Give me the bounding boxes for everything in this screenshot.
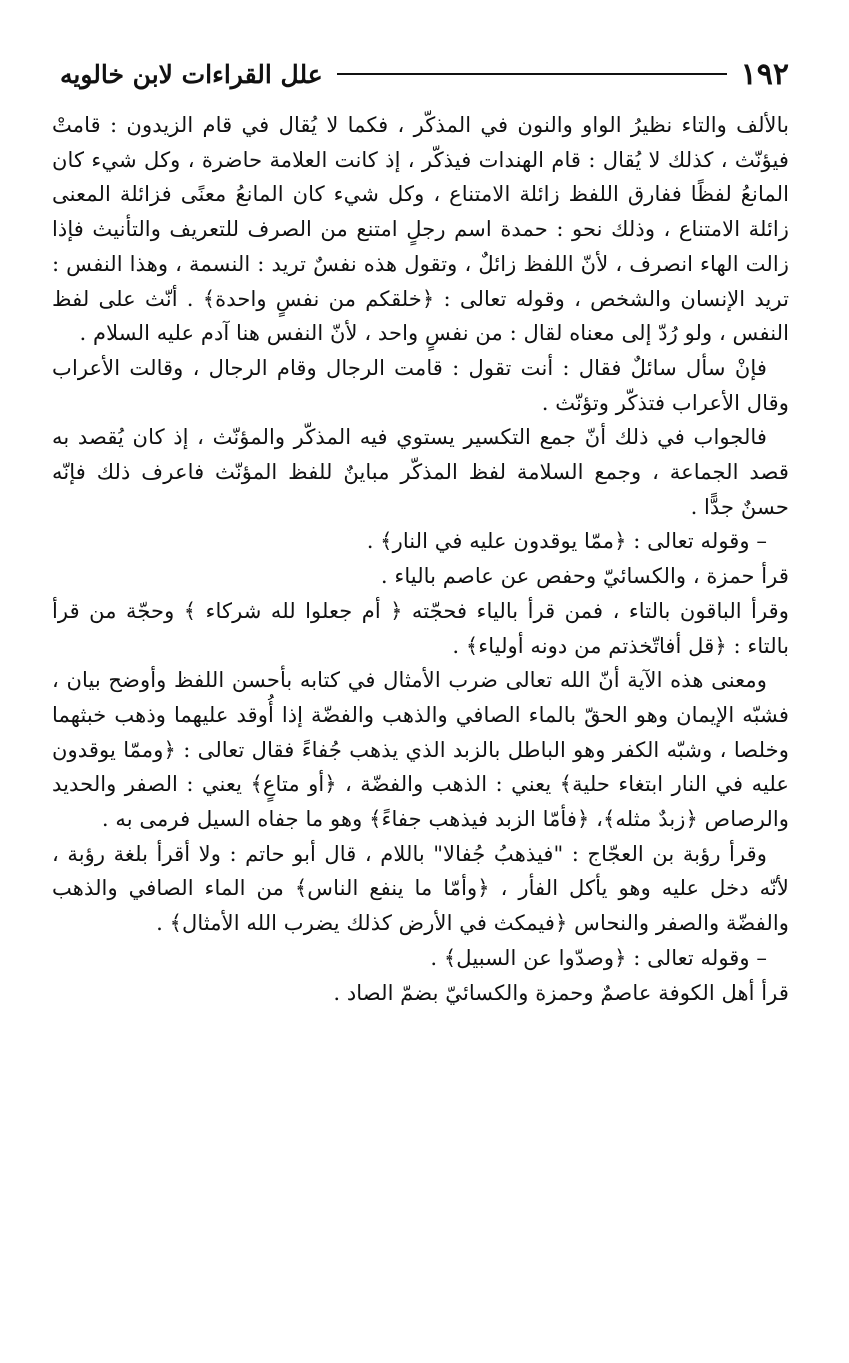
header-rule	[337, 73, 727, 75]
verse-heading: – وقوله تعالى : ﴿ممّا يوقدون عليه في النار﴾ .	[52, 524, 789, 559]
page-header	[60, 52, 789, 96]
paragraph: فإنْ سأل سائلٌ فقال : أنت تقول : قامت الرجال وقام الرجال ، وقالت الأعراب وقال الأعراب فتذكّر وتؤنّث .	[52, 354, 789, 415]
paragraph: قرأ حمزة ، والكسائيّ وحفص عن عاصم بالياء .	[380, 563, 789, 589]
paragraph: ومعنى هذه الآية أنّ الله تعالى ضرب الأمثال في كتابه بأحسن اللفظ وأوضح بيان ، فشبّه الإيمان وهو الحقّ بالماء الصافي والذهب والفضّة إذا أُوقد عليهما وذهب خبثهما وخلصا ، وشبّه الكفر وهو الباطل بالزبد الذي يذهب جُفاءً فقال تعالى : ﴿وممّا يوقدون عليه في النار ابتغاء حلية﴾ يعني : الذهب والفضّة ، ﴿أو متاعٍ﴾ يعني : الصفر والحديد والرصاص ﴿زبدٌ مثله﴾، ﴿فأمّا الزبد فيذهب جفاءً﴾ وهو ما جفاه السيل فرمى به .	[52, 667, 789, 832]
paragraph: وقرأ رؤبة بن العجّاج : "فيذهبُ جُفالا" باللام ، قال أبو حاتم : ولا أقرأ بلغة رؤبة ، لأنّه دخل عليه وهو يأكل الفأر ، ﴿وأمّا ما ينفع الناس﴾ من الماء الصافي والذهب والفضّة والصفر والنحاس ﴿فيمكث في الأرض كذلك يضرب الله الأمثال﴾ .	[52, 840, 789, 936]
page-number: ١٩٢	[740, 56, 789, 92]
paragraph: قرأ أهل الكوفة عاصمٌ وحمزة والكسائيّ بضمّ الصاد .	[333, 979, 789, 1005]
paragraph: فالجواب في ذلك أنّ جمع التكسير يستوي فيه المذكّر والمؤنّث ، إذ كان يُقصد به قصد الجماعة ، وجمع السلامة لفظ المذكّر مباينٌ للفظ المؤنّث فاعرف ذلك فإنّه حسنٌ جدًّا .	[52, 424, 789, 519]
verse-heading: – وقوله تعالى : ﴿وصدّوا عن السبيل﴾ .	[52, 941, 789, 976]
paragraph: وقرأ الباقون بالتاء ، فمن قرأ بالياء فحجّته ﴿ أم جعلوا لله شركاء ﴾ وحجّة من قرأ بالتاء : ﴿قل أفاتّخذتم من دونه أولياء﴾ .	[52, 597, 789, 658]
book-title: علل القراءات لابن خالويه	[60, 59, 323, 89]
paragraph: بالألف والتاء نظيرُ الواو والنون في المذكّر ، فكما لا يُقال في قام الزيدون : قامتْ فيؤنّث ، كذلك لا يُقال : قام الهندات فيذكّر ، إذ كانت العلامة حاضرة ، وكل شيء كان المانعُ لفظًا ففارق اللفظ زائلة الامتناع ، وكل شيء كان المانعُ معنًى فزائلة المعنى زائلة الامتناع ، وذلك نحو : حمدة اسم رجلٍ امتنع من الصرف للتعريف والتأنيث فإذا زالت الهاء انصرف ، لأنّ اللفظ زائلٌ ، وتقول هذه نفسٌ تريد : النسمة ، وهذا النفس : تريد الإنسان والشخص ، وقوله تعالى : ﴿خلقكم من نفسٍ واحدة﴾ . أنّث على لفظ النفس ، ولو رُدّ إلى معناه لقال : من نفسٍ واحد ، لأنّ النفس هنا آدم عليه السلام .	[52, 112, 789, 346]
page-body	[52, 108, 789, 1010]
